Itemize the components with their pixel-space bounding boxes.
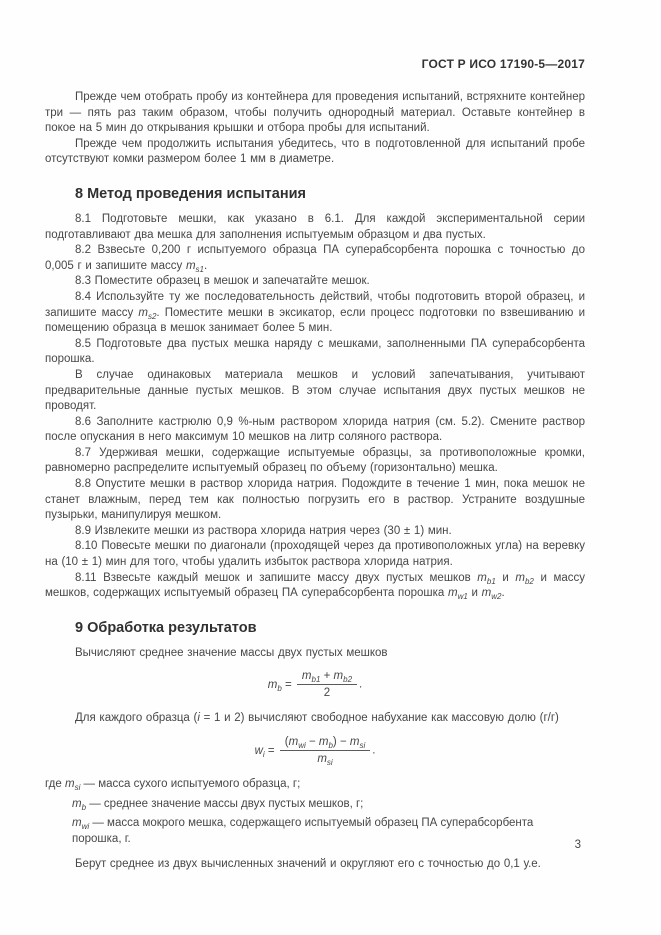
page-number: 3 xyxy=(574,839,581,851)
fraction-numerator: $(m_{wi} - m_b) - m_{si}$ xyxy=(280,736,370,751)
definitions-list xyxy=(45,777,585,847)
definition-mb: $m_b$ — среднее значение массы двух пустых мешков, г; xyxy=(72,797,364,812)
paragraph-8-11: 8.11 Взвесьте каждый мешок и запишите массу двух пустых мешков $m_{b1}$ и $m_{b2}$ и массу мешков, содержащих испытуемый образец ПА суперабсорбента порошка $m_{w1}$ и $m_{w2}$. xyxy=(45,571,585,602)
fraction xyxy=(297,670,357,699)
formula-period: . xyxy=(359,678,363,691)
section-8-heading: 8 Метод проведения испытания xyxy=(75,185,306,202)
formula-mean-bag-mass xyxy=(45,670,585,699)
paragraph-8-8: 8.8 Опустите мешки в раствор хлорида натрия. Подождите в течение 1 мин, пока мешок не станет влажным, перед тем как полностью погрузить его в раствор. Устраните воздушные пузырьки, манипулируя мешком. xyxy=(45,478,585,522)
fraction-denominator: $m_{si}$ xyxy=(317,753,333,767)
formula-lhs: $w_i$ = xyxy=(254,744,278,759)
section-9-heading: 9 Обработка результатов xyxy=(75,619,257,636)
definition-mwi: $m_{wi}$ — масса мокрого мешка, содержащего испытуемый образец ПА суперабсорбента порошка, г. xyxy=(72,817,534,845)
paragraph-8-1: 8.1 Подготовьте мешки, как указано в 6.1. Для каждой экспериментальной серии подготавливают два мешка для заполнения испытуемым образцом и два пустых. xyxy=(45,212,585,241)
formula-lhs: $m_b$ = xyxy=(267,678,295,693)
fraction xyxy=(280,736,370,765)
fraction-numerator: $m_{b1} + m_{b2}$ xyxy=(297,670,357,685)
paragraph-free-swell: Для каждого образца (i = 1 и 2) вычисляют свободное набухание как массовую долю (г/г) xyxy=(75,712,559,725)
paragraph-8-4: 8.4 Используйте ту же последовательность действий, чтобы подготовить второй образец, и запишите массу $m_{s2}$. Поместите мешки в эксикатор, если процесс подготовки по взвешиванию и помещению образца в мешок занимает более 5 мин. xyxy=(45,290,585,335)
paragraph-8-5-note: В случае одинаковых материала мешков и условий запечатывания, учитывают предварительные данные пустых мешков. В этом случае испытания двух пустых мешков не проводят. xyxy=(45,368,585,413)
doc-code-header: ГОСТ Р ИСО 17190-5—2017 xyxy=(421,57,585,71)
paragraph-8-6: 8.6 Заполните кастрюлю 0,9 %-ным раствором хлорида натрия (см. 5.2). Смените раствор после опускания в него максимум 10 мешков на литр соляного раствора. xyxy=(45,415,585,444)
paragraph-8-3: 8.3 Поместите образец в мешок и запечатайте мешок. xyxy=(75,275,370,288)
section-9-intro: Вычисляют среднее значение массы двух пустых мешков xyxy=(75,646,388,659)
formula-period: . xyxy=(372,744,376,757)
closing-paragraph: Берут среднее из двух вычисленных значений и округляют его с точностью до 0,1 у.е. xyxy=(75,858,541,871)
formula-free-swell xyxy=(45,736,585,765)
intro-paragraph-1: Прежде чем отобрать пробу из контейнера для проведения испытаний, встряхните контейнер три — пять раз таким образом, чтобы получить однородный материал. Оставьте контейнер в покое на 5 мин до открывания крышки и отбора пробы для испытаний. xyxy=(45,91,585,135)
paragraph-8-5: 8.5 Подготовьте два пустых мешка наряду с мешками, заполненными ПА суперабсорбента порошка. xyxy=(45,337,585,366)
paragraph-8-2: 8.2 Взвесьте 0,200 г испытуемого образца ПА суперабсорбента порошка с точностью до 0,005 г и запишите массу $m_{s1}$. xyxy=(45,244,585,274)
paragraph-8-7: 8.7 Удерживая мешки, содержащие испытуемые образцы, за противоположные кромки, равномерно распределите испытуемый образец по объему (горизонтально) мешка. xyxy=(45,446,585,475)
intro-paragraph-2: Прежде чем продолжить испытания убедитесь, что в подготовленной для испытаний пробе отсутствуют комки размером более 1 мм в диаметре. xyxy=(45,137,585,166)
definition-msi: где $m_{si}$ — масса сухого испытуемого образца, г; xyxy=(45,778,301,792)
paragraph-8-9: 8.9 Извлеките мешки из раствора хлорида натрия через (30 ± 1) мин. xyxy=(75,524,452,537)
paragraph-8-10: 8.10 Повесьте мешки по диагонали (проходящей через да противоположных угла) на веревку на (10 ± 1) мин для того, чтобы удалить избыток раствора хлорида натрия. xyxy=(45,540,585,569)
fraction-denominator: 2 xyxy=(323,687,331,700)
